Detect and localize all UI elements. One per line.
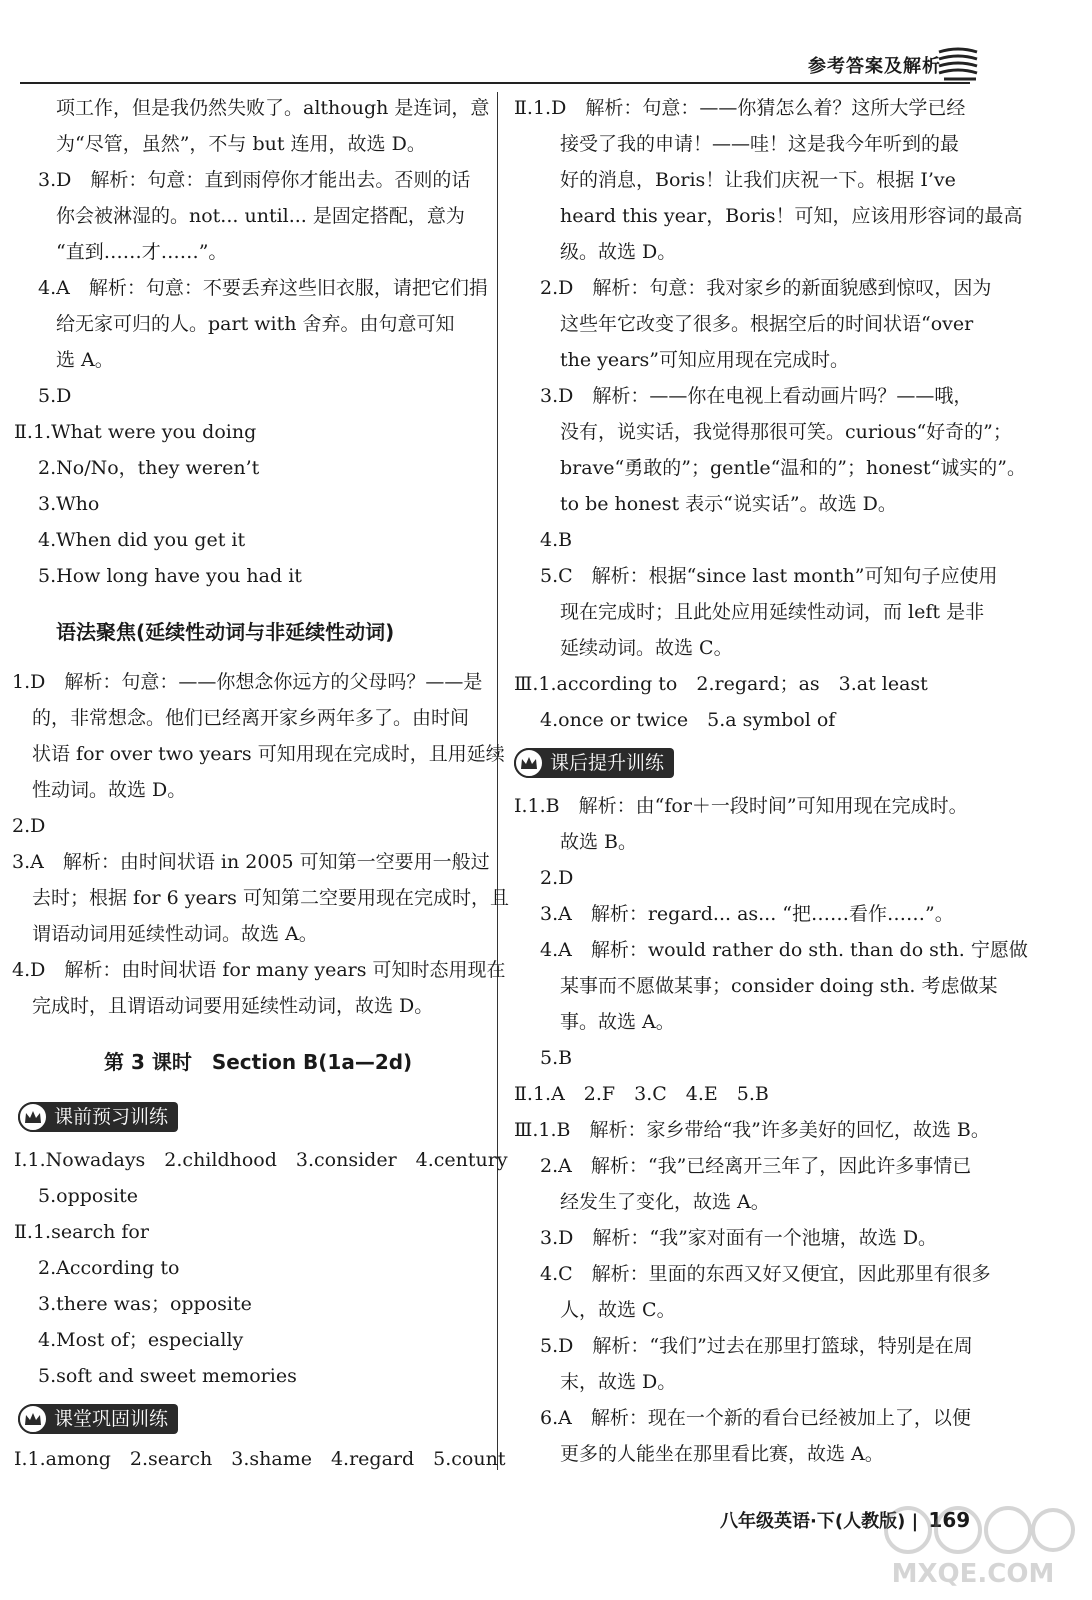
text-line: 性动词。故选 D。: [32, 779, 187, 801]
text-line: 4.A 解析：句意：不要丢弃这些旧衣服，请把它们捐: [38, 277, 488, 299]
text-line: 2.According to: [38, 1257, 180, 1279]
text-line: 接受了我的申请！——哇！这是我今年听到的最: [560, 133, 960, 155]
text-line: 给无家可归的人。part with 舍弃。由句意可知: [56, 313, 455, 335]
text-line: 事。故选 A。: [560, 1011, 675, 1033]
text-line: Ⅰ.1.B 解析：由“for＋一段时间”可知用现在完成时。: [514, 795, 968, 817]
text-line: 2.D: [12, 815, 46, 837]
text-line: 4.A 解析：would rather do sth. than do sth. 宁愿做: [540, 939, 1028, 961]
text-line: 级。故选 D。: [560, 241, 677, 263]
text-line: 的，非常想念。他们已经离开家乡两年多了。由时间: [32, 707, 470, 729]
text-line: heard this year，Boris！可知，应该用形容词的最高: [560, 205, 1023, 227]
text-line: to be honest 表示“说实话”。故选 D。: [560, 493, 897, 515]
text-line: 好的消息，Boris！让我们庆祝一下。根据 I’ve: [560, 169, 956, 191]
book-title: 八年级英语·下(人教版): [720, 1511, 906, 1532]
text-line: 3.D 解析：——你在电视上看动画片吗？——哦，: [540, 385, 973, 407]
watermark-text: MXQE.COM: [891, 1559, 1055, 1589]
text-line: 5.C 解析：根据“since last month”可知句子应使用: [540, 565, 998, 587]
text-line: 为“尽管，虽然”，不与 but 连用，故选 D。: [56, 133, 426, 155]
lesson-heading: 第 3 课时 Section B(1a—2d): [104, 1050, 413, 1074]
text-line: 现在完成时；且此处应用延续性动词，而 left 是非: [560, 601, 985, 623]
text-line: 你会被淋湿的。not... until... 是固定搭配，意为: [56, 205, 465, 227]
text-line: 经发生了变化，故选 A。: [560, 1191, 770, 1213]
text-line: 某事而不愿做某事；consider doing sth. 考虑做某: [560, 975, 998, 997]
grammar-focus-heading: 语法聚焦(延续性动词与非延续性动词): [56, 620, 395, 644]
after-class-training-badge: [514, 748, 674, 778]
text-line: 4.When did you get it: [38, 529, 246, 551]
text-line: 3.Who: [38, 493, 100, 515]
text-line: 3.A 解析：由时间状语 in 2005 可知第一空要用一般过: [12, 851, 490, 873]
crown-icon: [18, 1102, 48, 1132]
text-line: 项工作，但是我仍然失败了。although 是连词，意: [56, 97, 490, 119]
text-line: 4.B: [540, 529, 573, 551]
preview-training-badge: [18, 1102, 178, 1132]
column-divider: [497, 92, 498, 1470]
text-line: 5.D: [38, 385, 72, 407]
text-line: 4.Most of；especially: [38, 1329, 244, 1351]
text-line: 更多的人能坐在那里看比赛，故选 A。: [560, 1443, 884, 1465]
text-line: Ⅱ.1.A 2.F 3.C 4.E 5.B: [514, 1083, 769, 1105]
text-line: 3.D 解析：句意：直到雨停你才能出去。否则的话: [38, 169, 471, 191]
book-stack-icon: [936, 44, 980, 82]
text-line: 1.D 解析：句意：——你想念你远方的父母吗？——是: [12, 671, 483, 693]
text-line: 去时；根据 for 6 years 可知第二空要用现在完成时，且: [32, 887, 509, 909]
class-consolidation-badge: [18, 1404, 178, 1434]
text-line: 完成时，且谓语动词要用延续性动词，故选 D。: [32, 995, 434, 1017]
page-footer: 八年级英语·下(人教版) | 169: [720, 1508, 971, 1532]
text-line: 没有，说实话，我觉得那很可笑。curious“好奇的”；: [560, 421, 1012, 443]
crown-icon: [514, 748, 544, 778]
watermark-logo: [868, 1500, 1078, 1592]
text-line: 谓语动词用延续性动词。故选 A。: [32, 923, 318, 945]
text-line: 4.C 解析：里面的东西又好又便宜，因此那里有很多: [540, 1263, 991, 1285]
text-line: brave“勇敢的”；gentle“温和的”；honest“诚实的”。: [560, 457, 1026, 479]
text-line: Ⅲ.1.B 解析：家乡带给“我”许多美好的回忆，故选 B。: [514, 1119, 990, 1141]
text-line: Ⅱ.1.What were you doing: [14, 421, 257, 443]
page-number: 169: [928, 1508, 971, 1532]
header-title: 参考答案及解析: [808, 56, 941, 77]
crown-icon: [18, 1404, 48, 1434]
text-line: 5.How long have you had it: [38, 565, 302, 587]
badge-label: 课前预习训练: [54, 1106, 169, 1128]
text-line: “直到……才……”。: [56, 241, 228, 263]
text-line: 状语 for over two years 可知用现在完成时，且用延续: [32, 743, 505, 765]
text-line: 6.A 解析：现在一个新的看台已经被加上了，以便: [540, 1407, 971, 1429]
text-line: Ⅲ.1.according to 2.regard；as 3.at least: [514, 673, 928, 695]
text-line: Ⅰ.1.among 2.search 3.shame 4.regard 5.count: [14, 1448, 506, 1470]
text-line: 5.B: [540, 1047, 573, 1069]
text-line: 4.D 解析：由时间状语 for many years 可知时态用现在: [12, 959, 506, 981]
text-line: 5.soft and sweet memories: [38, 1365, 297, 1387]
header-rule: [20, 82, 970, 84]
text-line: 2.No/No，they weren’t: [38, 457, 260, 479]
text-line: 5.opposite: [38, 1185, 139, 1207]
text-line: Ⅱ.1.D 解析：句意：——你猜怎么着？这所大学已经: [514, 97, 966, 119]
text-line: 人，故选 C。: [560, 1299, 676, 1321]
text-line: 延续动词。故选 C。: [560, 637, 733, 659]
text-line: 选 A。: [56, 349, 114, 371]
text-line: 3.A 解析：regard... as... “把……看作……”。: [540, 903, 954, 925]
text-line: 2.D 解析：句意：我对家乡的新面貌感到惊叹，因为: [540, 277, 992, 299]
text-line: Ⅱ.1.search for: [14, 1221, 149, 1243]
text-line: 3.D 解析：“我”家对面有一个池塘，故选 D。: [540, 1227, 938, 1249]
text-line: 3.there was；opposite: [38, 1293, 252, 1315]
text-line: 这些年它改变了很多。根据空后的时间状语“over: [560, 313, 974, 335]
text-line: 2.A 解析：“我”已经离开三年了，因此许多事情已: [540, 1155, 972, 1177]
text-line: 2.D: [540, 867, 574, 889]
text-line: the years”可知应用现在完成时。: [560, 349, 850, 371]
text-line: 故选 B。: [560, 831, 638, 853]
badge-label: 课后提升训练: [550, 752, 665, 774]
text-line: Ⅰ.1.Nowadays 2.childhood 3.consider 4.century: [14, 1149, 508, 1171]
text-line: 4.once or twice 5.a symbol of: [540, 709, 836, 731]
text-line: 5.D 解析：“我们”过去在那里打篮球，特别是在周: [540, 1335, 973, 1357]
badge-label: 课堂巩固训练: [54, 1408, 169, 1430]
text-line: 末，故选 D。: [560, 1371, 677, 1393]
